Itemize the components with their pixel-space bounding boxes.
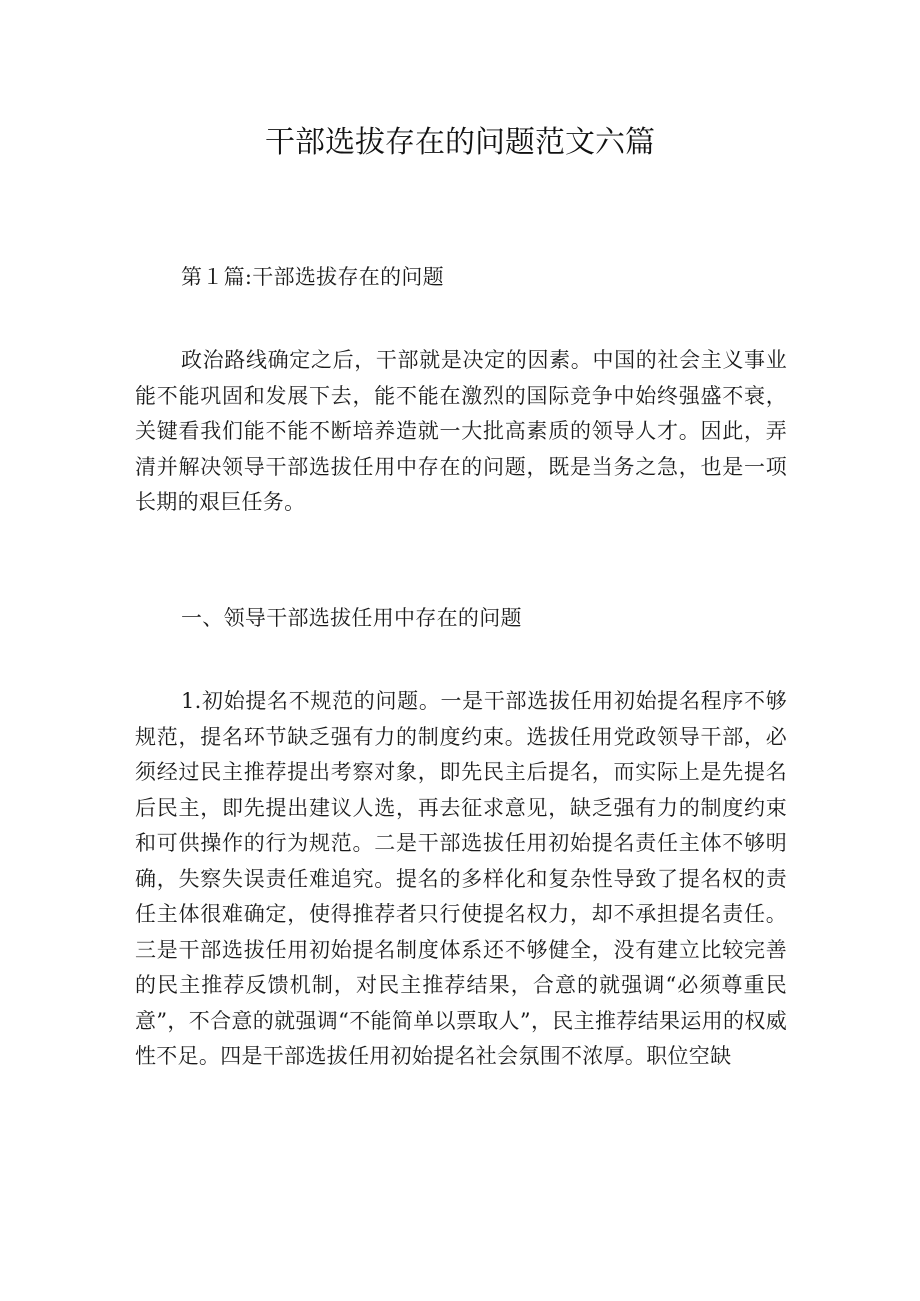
- section-heading: 第１篇:干部选拔存在的问题: [181, 265, 444, 289]
- item1-paragraph: 1.初始提名不规范的问题。一是干部选拔任用初始提名程序不够规范，提名环节缺乏强有力的制度约束。选拔任用党政领导干部，必须经过民主推荐提出考察对象，即先民主后提名，而实际上是先提名后民主，即先提出建议人选，再去征求意见，缺乏强有力的制度约束和可供操作的行为规范。二是干部选拔任用初始提名责任主体不够明确，失察失误责任难追究。提名的多样化和复杂性导致了提名权的责任主体很难确定，使得推荐者只行使提名权力，却不承担提名责任。三是干部选拔任用初始提名制度体系还不够健全，没有建立比较完善的民主推荐反馈机制，对民主推荐结果，合意的就强调“必须尊重民意”，不合意的就强调“不能简单以票取人”，民主推荐结果运用的权威性不足。四是干部选拔任用初始提名社会氛围不浓厚。职位空缺: [135, 689, 787, 1068]
- document-title: 干部选拔存在的问题范文六篇: [265, 125, 655, 160]
- part-heading: 一、领导干部选拔任用中存在的问题: [181, 606, 522, 630]
- intro-paragraph: 政治路线确定之后，干部就是决定的因素。中国的社会主义事业能不能巩固和发展下去，能不能在激烈的国际竞争中始终强盛不衰，关键看我们能不能不断培养造就一大批高素质的领导人才。因此，弄清并解决领导干部选拔任用中存在的问题，既是当务之急，也是一项长期的艰巨任务。: [135, 348, 787, 514]
